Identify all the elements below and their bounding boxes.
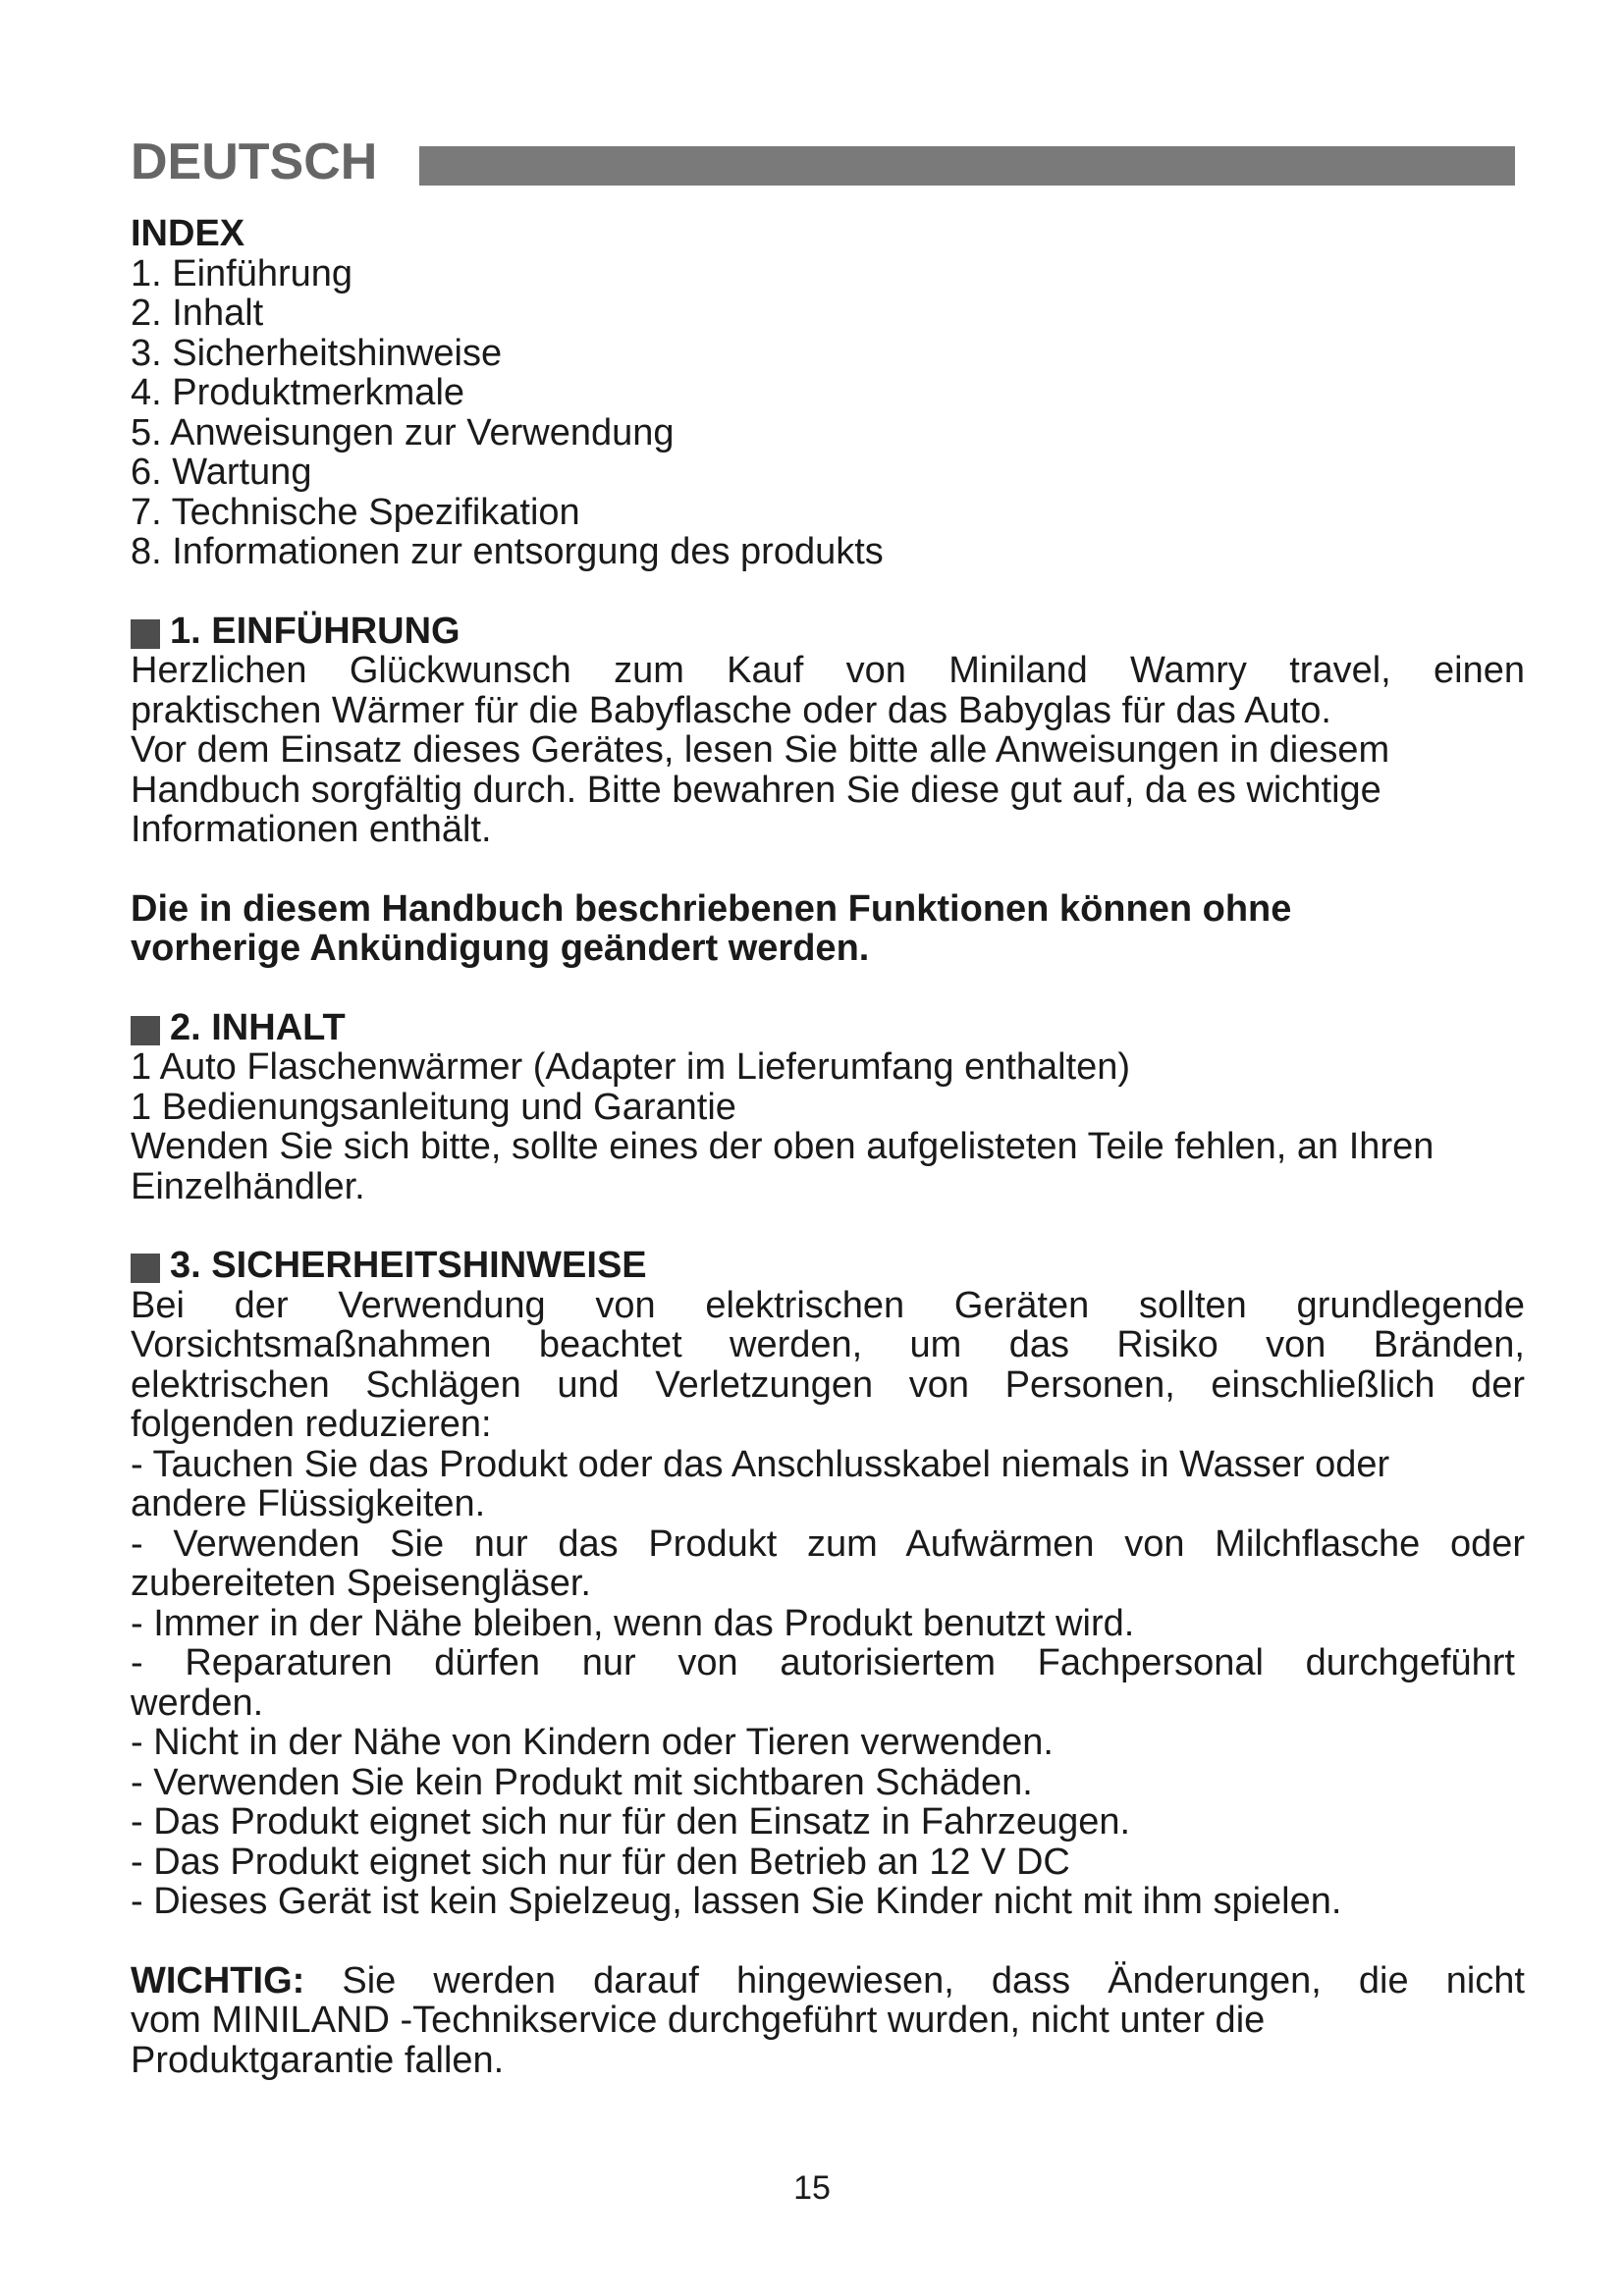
safety-title: 3. SICHERHEITSHINWEISE [170, 1245, 647, 1286]
safety-item: - Verwenden Sie nur das Produkt zum Aufwärmen von Milchflasche oder [131, 1522, 1525, 1565]
index-section [131, 214, 1525, 572]
paragraph-line: praktischen Wärmer für die Babyflasche oder das Babyglas für das Auto. [131, 689, 1331, 731]
section-bullet-icon [131, 1016, 160, 1045]
introduction-body [131, 651, 1525, 850]
paragraph-line: Herzlichen Glückwunsch zum Kauf von Miniland Wamry travel, einen [131, 650, 1525, 691]
safety-item: - Nicht in der Nähe von Kindern oder Tieren verwenden. [131, 1722, 1054, 1763]
important-label: WICHTIG: [131, 1959, 305, 2002]
index-list [131, 254, 1525, 572]
paragraph-line: zubereiteten Speisengläser. [131, 1563, 591, 1604]
contents-title: 2. INHALT [170, 1006, 346, 1048]
safety-item: - Das Produkt eignet sich nur für den Betrieb an 12 V DC [131, 1841, 1070, 1883]
paragraph-line: 1 Bedienungsanleitung und Garantie [131, 1086, 736, 1128]
paragraph-line: Einzelhändler. [131, 1165, 365, 1207]
safety-item: - Tauchen Sie das Produkt oder das Anschlusskabel niemals in Wasser oder [131, 1443, 1390, 1485]
paragraph-line: andere Flüssigkeiten. [131, 1483, 486, 1524]
safety-section [131, 1246, 1525, 2080]
index-item: 6. Wartung [131, 452, 312, 493]
index-item: 4. Produktmerkmale [131, 372, 465, 413]
index-item: 3. Sicherheitshinweise [131, 332, 503, 374]
section-bullet-icon [131, 619, 160, 649]
index-title: INDEX [131, 213, 245, 254]
notice-line: vorherige Ankündigung geändert werden. [131, 928, 870, 969]
notice-line: Die in diesem Handbuch beschriebenen Funktionen können ohne [131, 887, 1292, 930]
index-item: 7. Technische Spezifikation [131, 491, 580, 533]
important-line: vom MINILAND -Technikservice durchgeführt wurden, nicht unter die [131, 2000, 1266, 2041]
important-line [131, 1961, 1525, 2002]
safety-item: - Verwenden Sie kein Produkt mit sichtbaren Schäden. [131, 1761, 1033, 1803]
safety-item: - Dieses Gerät ist kein Spielzeug, lassen Sie Kinder nicht mit ihm spielen. [131, 1881, 1342, 1922]
paragraph-line: Vor dem Einsatz dieses Gerätes, lesen Sie bitte alle Anweisungen in diesem [131, 729, 1390, 771]
safety-item: - Das Produkt eignet sich nur für den Einsatz in Fahrzeugen. [131, 1801, 1131, 1842]
introduction-title: 1. EINFÜHRUNG [170, 610, 460, 652]
paragraph-line: elektrischen Schlägen und Verletzungen von Personen, einschließlich der [131, 1363, 1525, 1406]
language-header [131, 128, 1525, 196]
section-bullet-icon [131, 1254, 160, 1283]
paragraph-line: werden. [131, 1682, 264, 1724]
index-item: 8. Informationen zur entsorgung des produkts [131, 531, 884, 572]
index-item: 1. Einführung [131, 252, 353, 294]
paragraph-line: folgenden reduzieren: [131, 1404, 492, 1445]
language-header-bar [419, 146, 1515, 186]
paragraph-line: Vorsichtsmaßnahmen beachtet werden, um das Risiko von Bränden, [131, 1324, 1525, 1365]
manual-page [131, 128, 1525, 2080]
paragraph-line: Wenden Sie sich bitte, sollte eines der oben aufgelisteten Teile fehlen, an Ihren [131, 1126, 1435, 1167]
important-line: Produktgarantie fallen. [131, 2039, 505, 2081]
paragraph-line: Handbuch sorgfältig durch. Bitte bewahren Sie diese gut auf, da es wichtige [131, 769, 1381, 811]
safety-item: - Immer in der Nähe bleiben, wenn das Produkt benutzt wird. [131, 1602, 1135, 1644]
safety-body [131, 1286, 1525, 1922]
index-item: 2. Inhalt [131, 293, 264, 334]
introduction-heading [131, 612, 1525, 652]
language-title: DEUTSCH [131, 133, 378, 190]
safety-item: - Reparaturen dürfen nur von autorisiertem Fachpersonal durchgeführt [131, 1642, 1515, 1683]
important-notice [131, 1961, 1525, 2081]
paragraph-line: 1 Auto Flaschenwärmer (Adapter im Lieferumfang enthalten) [131, 1046, 1131, 1088]
change-notice [131, 889, 1525, 969]
contents-heading [131, 1008, 1525, 1048]
paragraph-line: Bei der Verwendung von elektrischen Geräten sollten grundlegende [131, 1284, 1525, 1326]
introduction-section [131, 612, 1525, 969]
contents-section [131, 1008, 1525, 1207]
paragraph-line: Informationen enthält. [131, 809, 492, 850]
important-text: Sie werden darauf hingewiesen, dass Änderungen, die nicht [304, 1959, 1525, 2002]
safety-heading [131, 1246, 1525, 1286]
contents-body [131, 1047, 1525, 1206]
index-item: 5. Anweisungen zur Verwendung [131, 411, 675, 454]
page-number: 15 [793, 2169, 831, 2207]
